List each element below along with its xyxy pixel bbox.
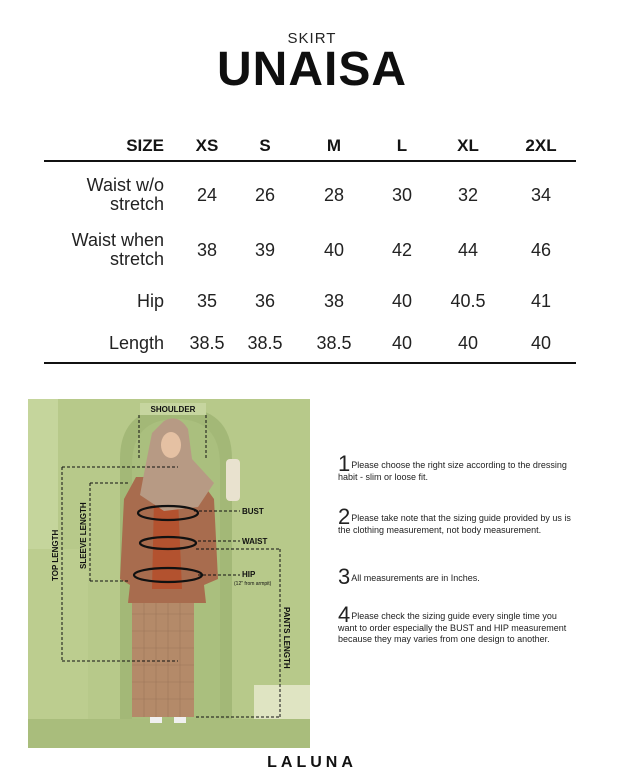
size-col-m: M xyxy=(294,131,374,161)
left-shoe xyxy=(150,717,162,723)
label-bust: BUST xyxy=(242,507,264,516)
measurement-photo xyxy=(28,399,310,748)
table-cell: 24 xyxy=(196,184,218,205)
note-item xyxy=(338,602,578,645)
table-cell: 40.5 xyxy=(450,290,486,311)
vase xyxy=(226,459,240,501)
note-text: Please take note that the sizing guide provided by us is the clothing measurement, not body measurement. xyxy=(338,513,571,535)
table-cell: 38 xyxy=(196,239,218,260)
table-cell: 42 xyxy=(391,239,413,260)
note-number: 4 xyxy=(338,602,351,627)
table-cell: 34 xyxy=(530,184,552,205)
table-cell: 38.5 xyxy=(236,324,294,363)
table-cell: 41 xyxy=(530,290,552,311)
product-type: SKIRT xyxy=(287,30,337,47)
table-cell: 40 xyxy=(374,324,430,363)
label-hip-note: (12" from armpit) xyxy=(234,581,272,587)
table-cell: 32 xyxy=(457,184,479,205)
note-text: All measurements are in Inches. xyxy=(351,573,480,583)
table-cell: 35 xyxy=(196,290,218,311)
table-row xyxy=(44,324,576,363)
note-text: Please choose the right size according to the dressing habit - slim or loose fit. xyxy=(338,460,567,482)
table-cell: 38 xyxy=(323,290,345,311)
table-cell: 38.5 xyxy=(178,324,236,363)
table-cell: 26 xyxy=(254,184,276,205)
size-col-xs: XS xyxy=(178,131,236,161)
size-col-s: S xyxy=(236,131,294,161)
table-cell: 40 xyxy=(323,239,345,260)
table-cell: 40 xyxy=(506,324,576,363)
right-shoe xyxy=(174,717,186,723)
table-cell: 40 xyxy=(430,324,506,363)
table-cell: 46 xyxy=(530,239,552,260)
table-cell: 44 xyxy=(457,239,479,260)
size-col-l: L xyxy=(374,131,430,161)
label-pants-length: PANTS LENGTH xyxy=(282,607,291,669)
note-number: 3 xyxy=(338,564,351,589)
label-top-length: TOP LENGTH xyxy=(51,529,60,581)
size-col-2xl: 2XL xyxy=(506,131,576,161)
note-number: 1 xyxy=(338,451,351,476)
table-cell: 39 xyxy=(254,239,276,260)
table-row xyxy=(44,161,576,222)
table-cell: 38.5 xyxy=(294,324,374,363)
product-title: UNAISA xyxy=(216,43,407,96)
note-item xyxy=(338,564,578,589)
table-cell: 36 xyxy=(254,290,276,311)
table-cell: 40 xyxy=(391,290,413,311)
label-shoulder: SHOULDER xyxy=(150,405,196,414)
inner-top xyxy=(152,499,182,589)
table-header-row xyxy=(44,131,576,161)
label-sleeve-length: SLEEVE LENGTH xyxy=(79,502,88,569)
size-col-xl: XL xyxy=(430,131,506,161)
row-label: Hip xyxy=(136,290,164,311)
size-header: SIZE xyxy=(44,131,178,161)
note-text: Please check the sizing guide every single time you want to order especially the BUST and HIP measurement because they may varies from one design to another. xyxy=(338,611,567,644)
label-hip: HIP xyxy=(242,570,256,579)
row-label: Waist w/o stretch xyxy=(86,175,164,214)
floor xyxy=(28,719,310,748)
note-item xyxy=(338,504,578,536)
table-row xyxy=(44,278,576,324)
table-cell: 30 xyxy=(391,184,413,205)
brand-logo: LALUNA xyxy=(267,754,357,771)
label-waist: WAIST xyxy=(242,537,268,546)
table-row xyxy=(44,222,576,278)
row-label: Waist when stretch xyxy=(71,230,164,269)
note-item xyxy=(338,451,578,483)
face xyxy=(161,432,181,458)
size-chart-table xyxy=(44,131,576,364)
note-number: 2 xyxy=(338,504,351,529)
table-cell: 28 xyxy=(323,184,345,205)
row-label: Length xyxy=(44,324,178,363)
